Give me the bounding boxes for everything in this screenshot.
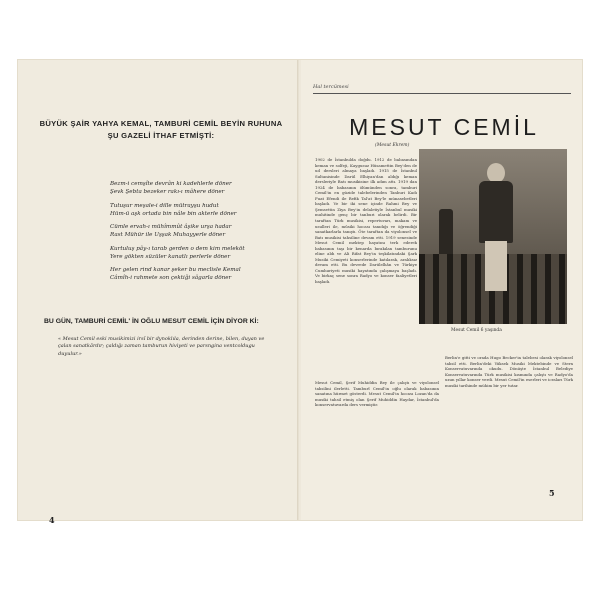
poem-stanza: [110, 202, 290, 218]
poem-verse: Yere gökten süzüler kanatlı perlerle döner: [110, 253, 231, 260]
poem-stanza: [110, 180, 290, 196]
son-section-heading: BU GÜN, TAMBURİ CEMİL' İN OĞLU MESUT CEMİL İÇİN DİYOR Kİ:: [44, 318, 259, 325]
dedication-heading: BÜYÜK ŞAİR YAHYA KEMAL, TAMBURİ CEMİL BEYİN RUHUNA ŞU GAZELİ İTHAF ETMİŞTİ:: [39, 119, 283, 140]
poem-stanza: [110, 266, 290, 282]
quote-text: « Mesut Cemil eski musikimizi irsî bir dynoklıla, derinden derine, bilen, duyan ve çalan sanatkârdır; çaldığı zaman tamburun hiviyeti ve parsngina ventcoldugu duyulur.»: [58, 336, 265, 357]
magazine-spread: [18, 60, 582, 525]
poem-verse: Şevk Şebta bezeker rakı-ı mâhere döner: [110, 189, 225, 195]
poem-verse: Cümle ervah-ı mühîmmût âşike urşa hadar: [110, 224, 232, 230]
poem-verse: Kurtuluş pây-ı tarab gerden o dem kim meleköt: [110, 245, 245, 252]
poem-verse: Her gelen rind kanar şeker bu meclisle Kemal: [110, 267, 241, 273]
photo-caption: Mesut Cemil 6 yaşında: [451, 328, 502, 333]
ghazal-poem: [110, 180, 290, 288]
article-title: MESUT CEMİL: [349, 114, 539, 140]
page-number-left: 4: [49, 515, 55, 525]
page-number-right: 5: [549, 488, 555, 498]
poem-stanza: [110, 245, 290, 261]
poem-verse: Bezm-i cemşîte devrân ki kadehlerle döner: [110, 181, 232, 187]
poem-verse: Tutuşur meşale-i dille mütrayşu hudut: [110, 202, 219, 209]
poem-stanza: [110, 223, 290, 239]
body-column-intro: 1902 de İstanbulda doğdu. 1912 de babasından keman ve solfeji, Kaygusuz Hüsamettin Bey'den de ud dersleri almaya başladı. 1915 de İstanbul Sultanisinde Darül Elhiyan'dan aldığı keman dersleriyle Batı musikisine ilk adım attı. 1919 dan 1924 de babasının ölümünden sonra, tamburi Cemil'in en güzide talebelerinden Tanburi Kadı Fuat Efendi ile Refik Tal'at Bey'le münasebetleri başladı. Ve bir iki sene içinde Rahmi Bey ve Şemsettin Ziya Bey'in delaletiyle İstanbul musiki muhitinde genç bir tanburi olarak belirdi. Bir taraftan Türk musikisi, repertuvarı, makam ve usulleri ile, mûsiki hocası tanıdığı ve öğrendiği sanatkarlarla tanıştı. Öte taraftan da viyolonsel ve Batı musikisi tahsiline devam etti. 1919 senesinde Mesut Cemil mektep hayatını terk ederek babasının taşı bir kenarda bırakılan tamburunu eline aldı ve Ali Rifat Bey'in teşkilatındaki Şark Musiki Cemiyeti konserlerinde katılarak, aralıksız devam etti. Bu devrede Darülelhân ve Türkiye Cumhuriyeti musiki hayatında çalışmaya başladı. Ve birkaç sene sonra Radyo ve konser faaliyetleri başladı.: [315, 157, 417, 285]
header-rule: [313, 93, 571, 94]
left-page: [18, 60, 299, 525]
portrait-photo: [419, 149, 567, 324]
poem-verse: Rast Mühür ile Uşşak Muhayyerle döner: [110, 232, 226, 238]
body-column-right: Berlin'e gitti ve orada Hugo Becker'in talebesi olarak viyolonsel tahsil etti. Berlin'deki Yüksek Musiki Mektebinde ve Stern Konservatuvarında okudu. Dönüşte İstanbul Belediye Konservatuvarında Türk musikisi kısmında çalıştı ve Radyo'da uzun yıllar konser verdi. Mesut Cemil'in eserleri ve icraları Türk musiki tarihinde mühim bir yer tutar.: [445, 355, 573, 388]
body-column-left: Mesut Cemil, Şerif Muhiddin Bey ile çalıştı ve viyolonsel tahsilini ilerletti. Tamburî Cemil'in oğlu olarak babasının sanatına hürmet gösterdi. Mesut Cemil'in hocası Lozan'da da musiki tahsil etmiş olan Şerif Muhiddin Haydar, İstanbul'da konservatuvarda ders vermiştir.: [315, 380, 439, 408]
poem-verse: Hüm-ü aşk ortada bin nâle bin akterle döner: [110, 210, 237, 217]
right-page: [301, 60, 582, 520]
poem-verse: Câmîh-i rahmete son çektiği sâgarla döner: [110, 275, 232, 281]
running-header: Hal tercümesi: [313, 84, 349, 90]
article-author: (Mesut Ekrem): [375, 143, 410, 148]
